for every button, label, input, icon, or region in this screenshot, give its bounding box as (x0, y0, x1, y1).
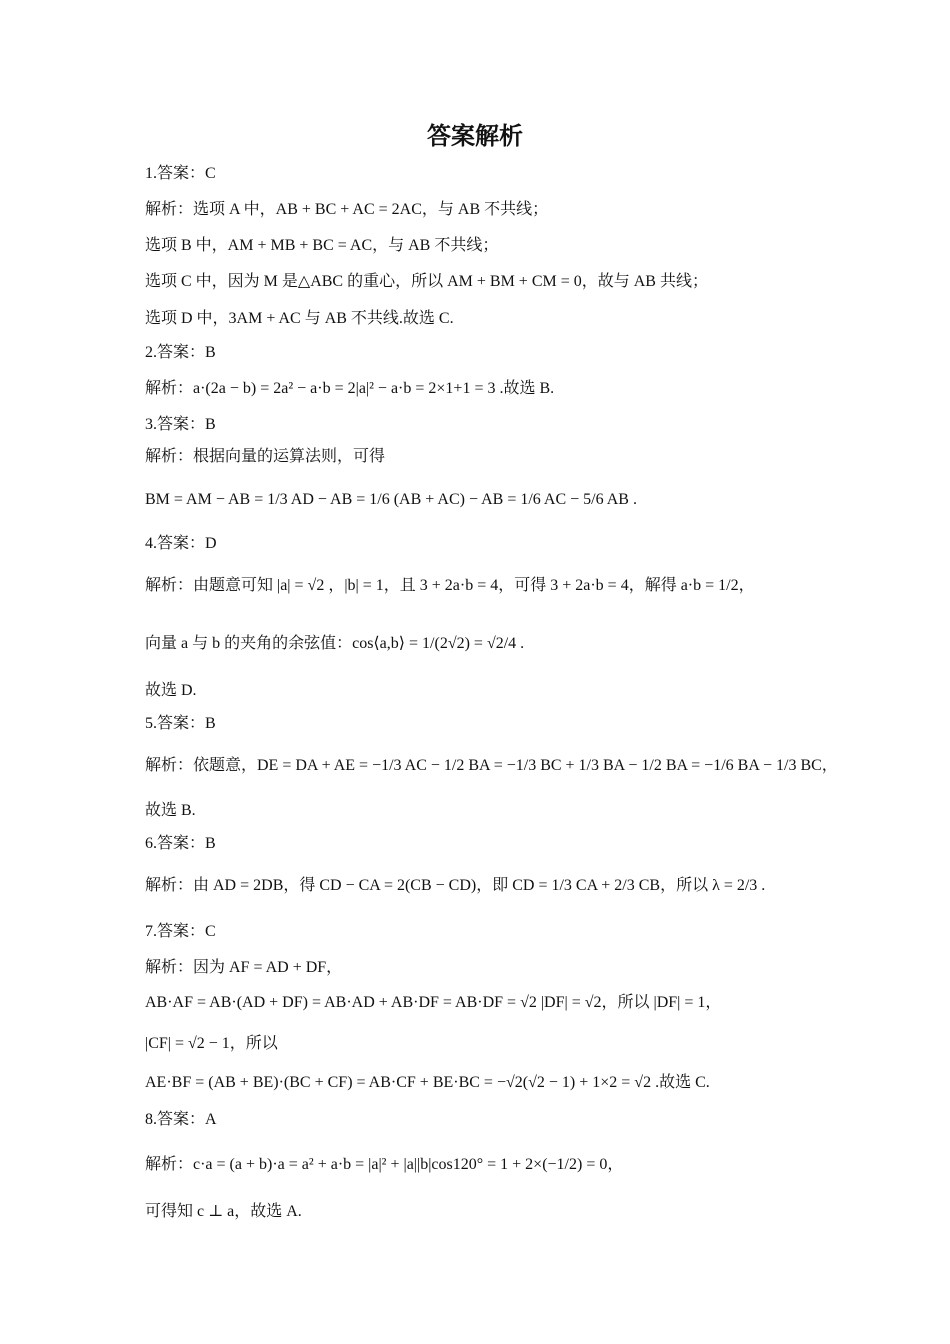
answer-7-label: 7.答案：C (145, 923, 216, 940)
answer-6-label: 6.答案：B (145, 835, 216, 852)
answer-7-explanation-d: AE·BF = (AB + BE)·(BC + CF) = AB·CF + BE·BC = −√2(√2 − 1) + 1×2 = √2 .故选 C. (145, 1074, 710, 1091)
answer-5-conclusion: 故选 B. (145, 802, 196, 819)
answer-4-explanation: 解析：由题意可知 |a| = √2 ，|b| = 1，且 3 + 2a·b = 4，可得 3 + 2a·b = 4，解得 a·b = 1/2， (145, 577, 755, 594)
answer-7-explanation-a: 解析：因为 AF = AD + DF， (145, 959, 343, 976)
answer-8-explanation: 解析：c·a = (a + b)·a = a² + a·b = |a|² + |a||b|cos120° = 1 + 2×(−1/2) = 0， (145, 1156, 624, 1173)
answer-7-explanation-b: AB·AF = AB·(AD + DF) = AB·AD + AB·DF = AB·DF = √2 |DF| = √2，所以 |DF| = 1， (145, 994, 722, 1011)
answer-5-explanation: 解析：依题意，DE = DA + AE = −1/3 AC − 1/2 BA = −1/3 BC + 1/3 BA − 1/2 BA = −1/6 BA − 1/3 BC， (145, 757, 838, 774)
answer-4-conclusion: 故选 D. (145, 682, 197, 699)
answer-2-explanation: 解析：a·(2a − b) = 2a² − a·b = 2|a|² − a·b = 2×1+1 = 3 .故选 B. (145, 380, 555, 397)
answer-1-explanation-b: 选项 B 中，AM + MB + BC = AC，与 AB 不共线； (145, 237, 499, 254)
answer-8-conclusion: 可得知 c ⊥ a，故选 A. (145, 1203, 302, 1220)
page-title: 答案解析 (427, 122, 523, 150)
answer-1-explanation-a: 解析：选项 A 中，AB + BC + AC = 2AC，与 AB 不共线； (145, 201, 549, 218)
answer-4-cosine: 向量 a 与 b 的夹角的余弦值：cos⟨a,b⟩ = 1/(2√2) = √2/4 . (145, 635, 525, 652)
answer-4-label: 4.答案：D (145, 535, 217, 552)
answer-3-explanation: 解析：根据向量的运算法则，可得 (145, 448, 386, 465)
answer-7-explanation-c: |CF| = √2 − 1，所以 (145, 1035, 278, 1052)
answer-1-explanation-c: 选项 C 中，因为 M 是△ABC 的重心，所以 AM + BM + CM = 0，故与 AB 共线； (145, 273, 708, 290)
answer-5-label: 5.答案：B (145, 715, 216, 732)
answer-8-label: 8.答案：A (145, 1111, 217, 1128)
answer-3-formula: BM = AM − AB = 1/3 AD − AB = 1/6 (AB + AC) − AB = 1/6 AC − 5/6 AB . (145, 491, 637, 508)
answer-2-label: 2.答案：B (145, 344, 216, 361)
answer-1-label: 1.答案：C (145, 165, 216, 182)
answer-1-explanation-d: 选项 D 中，3AM + AC 与 AB 不共线.故选 C. (145, 310, 454, 327)
answer-3-label: 3.答案：B (145, 416, 216, 433)
answer-6-explanation: 解析：由 AD = 2DB，得 CD − CA = 2(CB − CD)，即 CD = 1/3 CA + 2/3 CB，所以 λ = 2/3 . (145, 877, 766, 894)
